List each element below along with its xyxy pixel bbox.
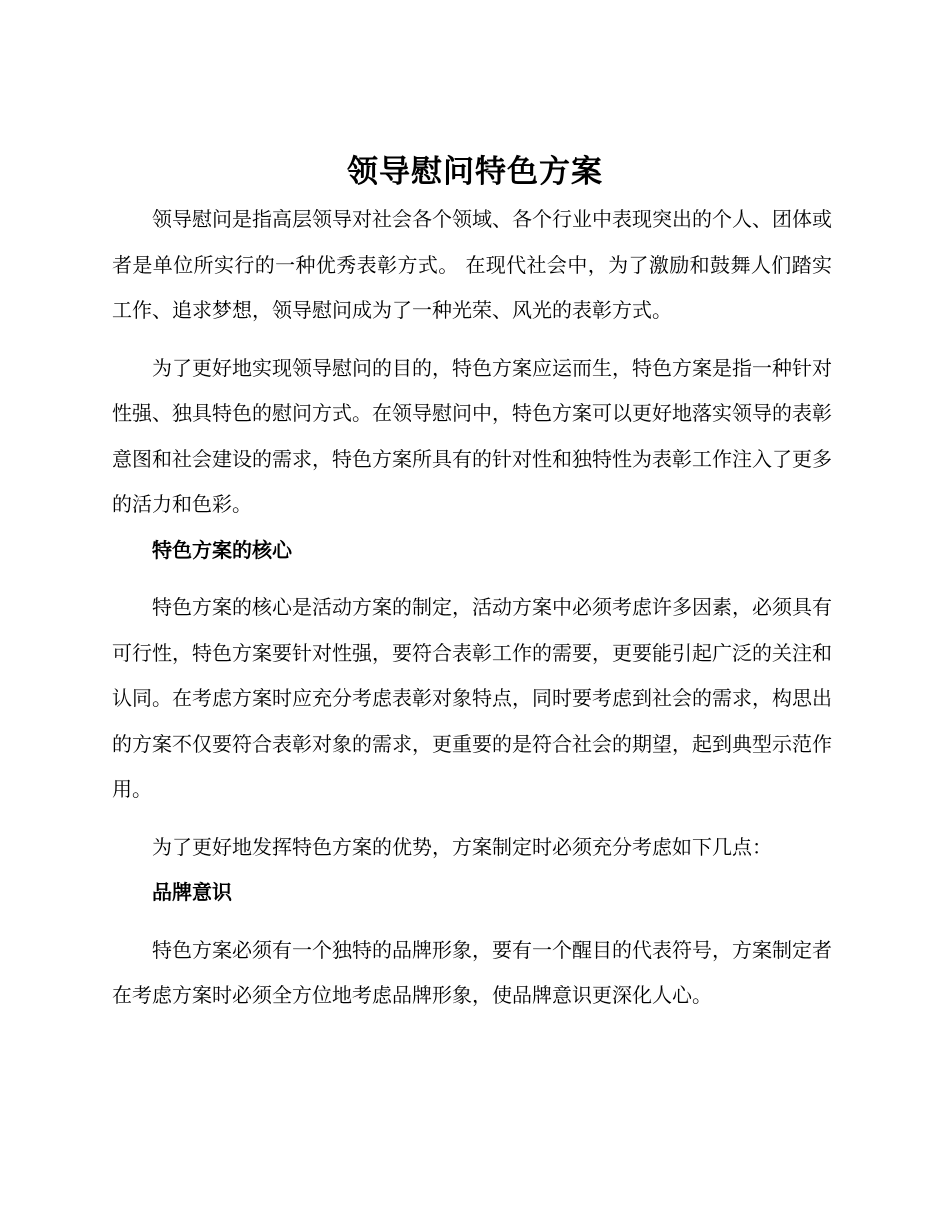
section-heading-brand: 品牌意识 <box>152 880 232 904</box>
paragraph-core: 特色方案的核心是活动方案的制定，活动方案中必须考虑许多因素，必须具有可行性，特色方案要针对性强，要符合表彰工作的需要，更要能引起广泛的关注和认同。在考虑方案时应充分考虑表彰对象特点，同时要考虑到社会的需求，构思出的方案不仅要符合表彰对象的需求，更重要的是符合社会的期望，起到典型示范作用。 <box>112 595 832 801</box>
document-title: 领导慰问特色方案 <box>347 154 603 190</box>
section-heading-core: 特色方案的核心 <box>152 537 292 562</box>
paragraph-brand: 特色方案必须有一个独特的品牌形象，要有一个醒目的代表符号，方案制定者在考虑方案时必须全方位地考虑品牌形象，使品牌意识更深化人心。 <box>112 937 832 1007</box>
document-body <box>112 197 832 1019</box>
paragraph-intro: 领导慰问是指高层领导对社会各个领域、各个行业中表现突出的个人、团体或者是单位所实行的一种优秀表彰方式。 在现代社会中，为了激励和鼓舞人们踏实工作、追求梦想，领导慰问成为了一种光荣、风光的表彰方式。 <box>112 207 832 322</box>
paragraph-purpose: 为了更好地实现领导慰问的目的，特色方案应运而生，特色方案是指一种针对性强、独具特色的慰问方式。在领导慰问中，特色方案可以更好地落实领导的表彰意图和社会建设的需求，特色方案所具有的针对性和独特性为表彰工作注入了更多的活力和色彩。 <box>112 355 832 516</box>
paragraph-points-intro: 为了更好地发挥特色方案的优势，方案制定时必须充分考虑如下几点： <box>152 834 772 859</box>
